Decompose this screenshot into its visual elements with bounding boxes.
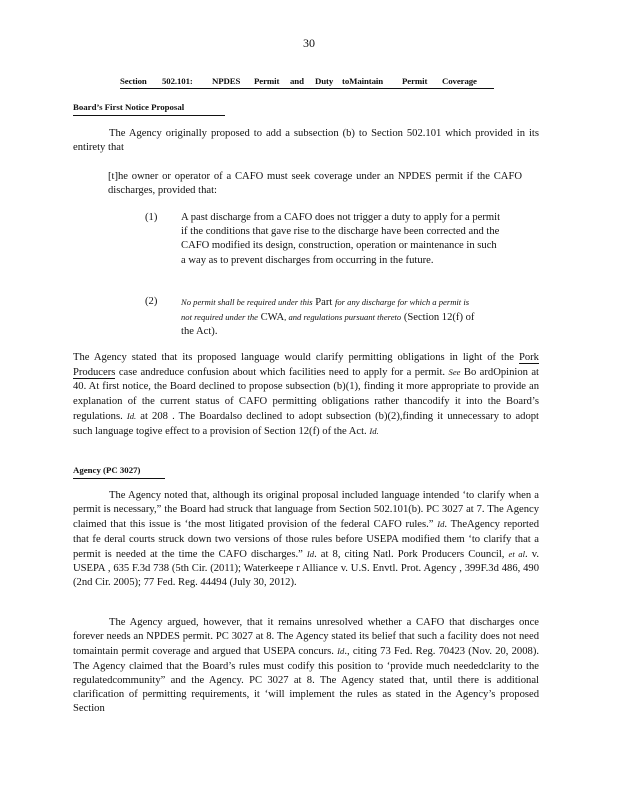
- item-2-text: No permit shall be required under this Part for any discharge for which a permit is not required under the CWA, and regulations pursuant thereto (Section 12(f) of the Act).: [181, 297, 475, 338]
- paragraph-1: The Agency originally proposed to add a subsection (b) to Section 502.101 which provided in its entirety that: [73, 128, 539, 154]
- heading-word: Section: [120, 76, 147, 86]
- heading-word: Duty: [315, 76, 334, 86]
- block-quote-intro: [t]he owner or operator of a CAFO must seek coverage under an NPDES permit if the CAFO discharges, provided that:: [108, 171, 522, 197]
- heading-word: toMaintain: [342, 76, 384, 86]
- paragraph-3: The Agency noted that, although its original proposal included language intended ‘to clarify when a permit is necessary,” the Board had struck that language from Section 502.101(b). PC 3027 at 7. The Agency claimed that this issue is ‘the most litigated provision of the federal CAFO rules.” Id. TheAgency reported that fe deral courts struck down two versions of those rules before USEPA modified them ‘to clarify that a permit is needed at the time the CAFO discharges.” Id. at 8, citing Natl. Pork Producers Council, et al. v. USEPA , 635 F.3d 738 (5th Cir. (2011); Waterkeepe r Alliance v. U.S. Envtl. Prot. Agency , 399F.3d 486, 490 (2nd Cir. 2005); 77 Fed. Reg. 44494 (July 30, 2012).: [73, 490, 539, 589]
- item-1-number: (1): [145, 212, 158, 223]
- heading-word: NPDES: [212, 76, 241, 86]
- item-1-text: A past discharge from a CAFO does not trigger a duty to apply for a permit if the conditions that gave rise to the discharge have been corrected and the CAFO modified its design, construction, operation or maintenance in such a way as to prevent discharges from occurring in the future.: [181, 212, 501, 266]
- case-name: Pork Producers: [73, 352, 539, 379]
- item-2-number: (2): [145, 296, 158, 307]
- agency-pc-heading: Agency (PC 3027): [73, 463, 165, 479]
- heading-word: 502.101:: [162, 76, 193, 86]
- paragraph-2: The Agency stated that its proposed language would clarify permitting obligations in light of the Pork Producers case andreduce confusion about which facilities need to apply for a permit. See Bo ardOpinion at 40. At first notice, the Board declined to propose subsection (b)(1), finding it more appropriate to provide an explanation of the current status of CAFO permitting obligations rather thancodify it into the Board’s regulations. Id. at 208 . The Boardalso declined to adopt subsection (b)(2),finding it unnecessary to adopt such language togive effect to a provision of Section 12(f) of the Act. Id.: [73, 352, 540, 438]
- paragraph-4: The Agency argued, however, that it remains unresolved whether a CAFO that discharges once forever needs an NPDES permit. PC 3027 at 8. The Agency stated its belief that such a facility does not need tomaintain permit coverage and argued that USEPA concurs. Id., citing 73 Fed. Reg. 70423 (Nov. 20, 2008). The Agency claimed that the Board’s rules must codify this position to ‘provide much neededclarity to the regulatedcommunity” and the Agency. PC 3027 at 8. The Agency stated that, until there is additional clarification of permitting requirements, it ‘will implement the rules as stated in the Agency’s proposed Section: [73, 617, 539, 715]
- page-number: 30: [303, 36, 315, 50]
- board-first-notice-heading: Board’s First Notice Proposal: [73, 100, 225, 116]
- heading-word: Coverage: [442, 76, 477, 86]
- heading-word: Permit: [402, 76, 428, 86]
- heading-word: and: [290, 76, 304, 86]
- section-heading: [120, 74, 494, 89]
- heading-word: Permit: [254, 76, 280, 86]
